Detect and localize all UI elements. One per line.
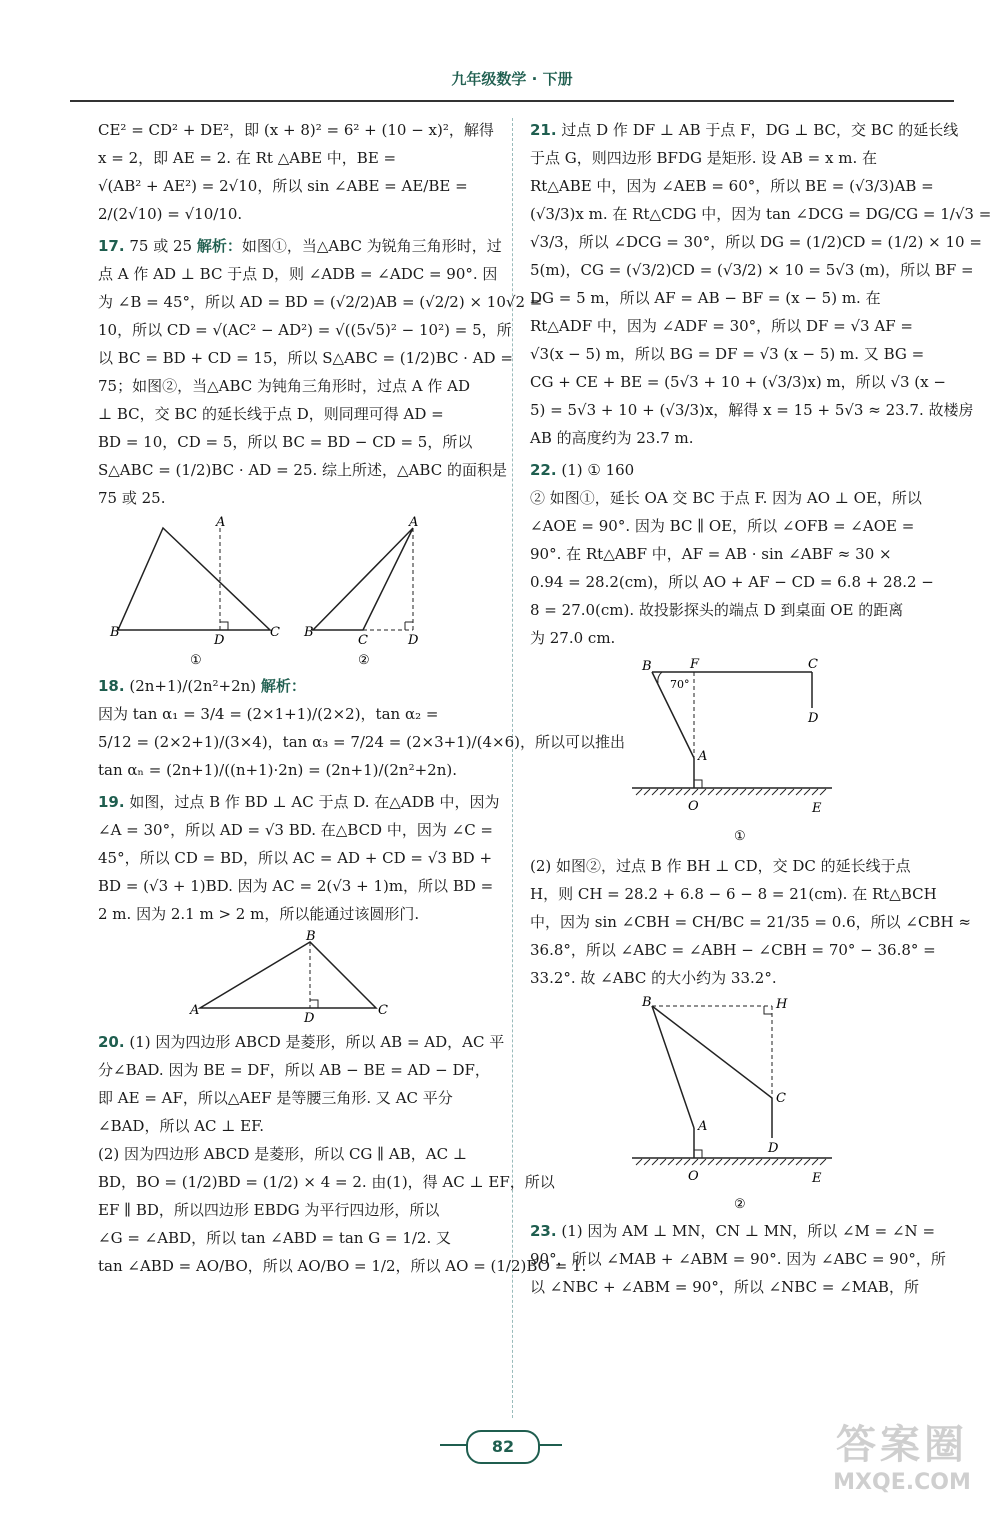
figure-1	[109, 515, 280, 648]
text-line: ⊥ BC，交 BC 的延长线于点 D，则同理可得 AD =	[98, 405, 444, 423]
text-line: 2 m. 因为 2.1 m > 2 m，所以能通过该圆形门.	[98, 905, 420, 923]
text-line: 如图，过点 B 作 BD ⊥ AC 于点 D. 在△ADB 中，因为	[129, 793, 500, 811]
text-line: S△ABC = (1/2)BC · AD = 25. 综上所述，△ABC 的面积是	[98, 461, 507, 479]
text-line: 以 ∠NBC + ∠ABM = 90°，所以 ∠NBC = ∠MAB，所	[530, 1278, 919, 1296]
watermark-logo	[812, 1420, 992, 1510]
right-column	[530, 116, 992, 1305]
text-line: BD = (√3 + 1)BD. 因为 AC = 2(√3 + 1)m，所以 BD =	[98, 877, 494, 895]
analysis-keyword: 解析：	[196, 237, 242, 255]
q17-first-line	[98, 232, 502, 260]
text-line: (2) 因为四边形 ABCD 是菱形，所以 CG ∥ AB，AC ⊥	[98, 1145, 467, 1163]
header-rule	[70, 100, 954, 102]
q16-continuation	[98, 116, 498, 228]
text-line: 以 BC = BD + CD = 15，所以 S△ABC = (1/2)BC · AD =	[98, 349, 513, 367]
question-number: 17.	[98, 237, 125, 255]
question-17	[98, 232, 543, 668]
text-line: 8 = 27.0(cm). 故投影探头的端点 D 到桌面 OE 的距离	[530, 601, 904, 619]
text-line: ∠BAD，所以 AC ⊥ EF.	[98, 1117, 264, 1135]
label-C: C	[776, 1091, 786, 1106]
question-23	[530, 1217, 954, 1301]
question-number: 20.	[98, 1033, 125, 1051]
text-line: CE² = CD² + DE²，即 (x + 8)² = 6² + (10 − x)²，解得	[98, 121, 494, 139]
label-O: O	[688, 799, 699, 814]
text-line: AB 的高度约为 23.7 m.	[530, 429, 694, 447]
label-C: C	[358, 633, 368, 648]
text-line: ∠A = 30°，所以 AD = √3 BD. 在△BCD 中，因为 ∠C =	[98, 821, 494, 839]
text-line: (1) ① 160	[561, 461, 635, 479]
fig-label-2: ②	[358, 653, 370, 668]
label-D: D	[408, 633, 419, 648]
analysis-keyword: 解析：	[260, 677, 306, 695]
q20-first-line	[98, 1028, 505, 1056]
text-line: 90°. 在 Rt△ABF 中，AF = AB · sin ∠ABF ≈ 30 ×	[530, 545, 892, 563]
label-C: C	[270, 625, 280, 640]
text-line: 36.8°，所以 ∠ABC = ∠ABH − ∠CBH = 70° − 36.8° =	[530, 941, 936, 959]
text-line: (1) 因为 AM ⊥ MN，CN ⊥ MN，所以 ∠M = ∠N =	[561, 1222, 936, 1240]
label-A: A	[216, 515, 226, 530]
question-21	[530, 116, 992, 452]
text-line: 10，所以 CD = √(AC² − AD²) = √((5√5)² − 10²) = 5，所	[98, 321, 512, 339]
q19-first-line	[98, 788, 498, 816]
q17-figures	[108, 515, 488, 668]
answer: 75 或 25	[129, 237, 193, 255]
label-C: C	[378, 1003, 388, 1018]
text-line: 5/12 = (2×2+1)/(3×4)，tan α₃ = 7/24 = (2×3+1)/(4×6)，所以可以推出	[98, 733, 625, 751]
text-line: 5(m)，CG = (√3/2)CD = (√3/2) × 10 = 5√3 (m)，所以 BF =	[530, 261, 974, 279]
text-line: Rt△ADF 中，因为 ∠ADF = 30°，所以 DF = √3 AF =	[530, 317, 913, 335]
question-19	[98, 788, 498, 1024]
label-B: B	[642, 995, 652, 1010]
question-number: 21.	[530, 121, 557, 139]
q22-figure-1	[622, 658, 862, 848]
text-line: Rt△ABE 中，因为 ∠AEB = 60°，所以 BE = (√3/3)AB =	[530, 177, 934, 195]
text-line: √(AB² + AE²) = 2√10，所以 sin ∠ABE = AE/BE =	[98, 177, 468, 195]
text-line: (√3/3)x m. 在 Rt△CDG 中，因为 tan ∠DCG = DG/CG = 1/√3 =	[530, 205, 992, 223]
text-line: 5) = 5√3 + 10 + (√3/3)x，解得 x = 15 + 5√3 ≈ 23.7. 故楼房	[530, 401, 974, 419]
fig-label-2: ②	[734, 1197, 746, 1212]
label-D: D	[214, 633, 225, 648]
text-line: tan ∠ABD = AO/BO，所以 AO/BO = 1/2，所以 AO = (1/2)BO = 1.	[98, 1257, 587, 1275]
text-line: 中，因为 sin ∠CBH = CH/BC = 21/35 = 0.6，所以 ∠CBH ≈	[530, 913, 971, 931]
label-O: O	[688, 1169, 699, 1184]
label-F: F	[690, 657, 700, 672]
label-E: E	[812, 801, 822, 816]
text-line: 于点 G，则四边形 BFDG 是矩形. 设 AB = x m. 在	[530, 149, 877, 167]
label-D: D	[808, 711, 819, 726]
label-C: C	[808, 657, 818, 672]
text-line: 为 ∠B = 45°，所以 AD = BD = (√2/2)AB = (√2/2) × 10√2 =	[98, 293, 543, 311]
watermark-url: MXQE.COM	[833, 1470, 971, 1495]
q23-first-line	[530, 1217, 954, 1245]
text-line: EF ∥ BD，所以四边形 EBDG 为平行四边形，所以	[98, 1201, 440, 1219]
label-E: E	[812, 1171, 822, 1186]
column-divider	[512, 118, 513, 1418]
fig-label-1: ①	[734, 829, 746, 844]
text-line: 0.94 = 28.2(cm)，所以 AO + AF − CD = 6.8 + 28.2 −	[530, 573, 934, 591]
text-line: 2/(2√10) = √10/10.	[98, 205, 243, 223]
text-line: CG + CE + BE = (5√3 + 10 + (√3/3)x) m，所以 √3 (x −	[530, 373, 946, 391]
text-line: ∠G = ∠ABD，所以 tan ∠ABD = tan G = 1/2. 又	[98, 1229, 451, 1247]
text-line: 75；如图②，当△ABC 为钝角三角形时，过点 A 作 AD	[98, 377, 470, 395]
label-B: B	[304, 625, 314, 640]
text-line: ∠AOE = 90°. 因为 BC ∥ OE，所以 ∠OFB = ∠AOE =	[530, 517, 915, 535]
question-number: 22.	[530, 461, 557, 479]
text-line: x = 2，即 AE = 2. 在 Rt △ABE 中，BE =	[98, 149, 397, 167]
text-line: √3(x − 5) m，所以 BG = DF = √3 (x − 5) m. 又 BG =	[530, 345, 925, 363]
q22-figure-2	[622, 995, 862, 1213]
watermark-text: 答案圈	[836, 1422, 968, 1468]
question-22	[530, 456, 971, 1213]
text-line: H，则 CH = 28.2 + 6.8 − 6 − 8 = 21(cm). 在 Rt△BCH	[530, 885, 937, 903]
text-line: BD = 10，CD = 5，所以 BC = BD − CD = 5，所以	[98, 433, 473, 451]
question-number: 23.	[530, 1222, 557, 1240]
text-line: (1) 因为四边形 ABCD 是菱形，所以 AB = AD，AC 平	[129, 1033, 505, 1051]
label-B: B	[642, 659, 652, 674]
text-line: (2) 如图②，过点 B 作 BH ⊥ CD，交 DC 的延长线于点	[530, 857, 911, 875]
text-line: 33.2°. 故 ∠ABC 的大小约为 33.2°.	[530, 969, 777, 987]
text-line: 45°，所以 CD = BD，所以 AC = AD + CD = √3 BD +	[98, 849, 493, 867]
angle-label: 70°	[670, 678, 690, 691]
text-line: 分∠BAD. 因为 BE = DF，所以 AB − BE = AD − DF，	[98, 1061, 490, 1079]
figure-2	[303, 515, 419, 648]
q21-first-line	[530, 116, 959, 144]
label-A: A	[190, 1003, 200, 1018]
fig-label-1: ①	[190, 653, 202, 668]
text-line: √3/3，所以 ∠DCG = 30°，所以 DG = (1/2)CD = (1/2) × 10 =	[530, 233, 982, 251]
text-line: 过点 D 作 DF ⊥ AB 于点 F，DG ⊥ BC，交 BC 的延长线	[561, 121, 959, 139]
label-H: H	[776, 997, 788, 1012]
text-line: 点 A 作 AD ⊥ BC 于点 D，则 ∠ADB = ∠ADC = 90°. 因	[98, 265, 498, 283]
text-line: 因为 tan α₁ = 3/4 = (2×1+1)/(2×2)，tan α₂ =	[98, 705, 439, 723]
text-line: 75 或 25.	[98, 489, 166, 507]
page-number: 82	[466, 1430, 540, 1464]
text-line: 如图①，当△ABC 为锐角三角形时，过	[241, 237, 502, 255]
page-header: 九年级数学 · 下册	[451, 70, 573, 88]
label-B: B	[306, 929, 316, 944]
text-line: DG = 5 m，所以 AF = AB − BF = (x − 5) m. 在	[530, 289, 881, 307]
text-line: ② 如图①，延长 OA 交 BC 于点 F. 因为 AO ⊥ OE，所以	[530, 489, 922, 507]
q18-first-line	[98, 672, 498, 700]
answer: (2n+1)/(2n²+2n)	[129, 677, 257, 695]
text-line: 90°，所以 ∠MAB + ∠ABM = 90°. 因为 ∠ABC = 90°，所	[530, 1250, 946, 1268]
q19-figure	[188, 929, 408, 1026]
label-A: A	[698, 749, 708, 764]
q22-first-line	[530, 456, 954, 484]
text-line: 为 27.0 cm.	[530, 629, 616, 647]
text-line: tan αₙ = (2n+1)/((n+1)·2n) = (2n+1)/(2n²+2n).	[98, 761, 457, 779]
question-18	[98, 672, 625, 784]
label-D: D	[768, 1141, 779, 1156]
label-A: A	[409, 515, 419, 530]
question-number: 19.	[98, 793, 125, 811]
question-number: 18.	[98, 677, 125, 695]
label-B: B	[110, 625, 120, 640]
text-line: BD，BO = (1/2)BD = (1/2) × 4 = 2. 由(1)，得 AC ⊥ EF，所以	[98, 1173, 555, 1191]
label-A: A	[698, 1119, 708, 1134]
text-line: 即 AE = AF，所以△AEF 是等腰三角形. 又 AC 平分	[98, 1089, 453, 1107]
label-D: D	[304, 1011, 315, 1026]
